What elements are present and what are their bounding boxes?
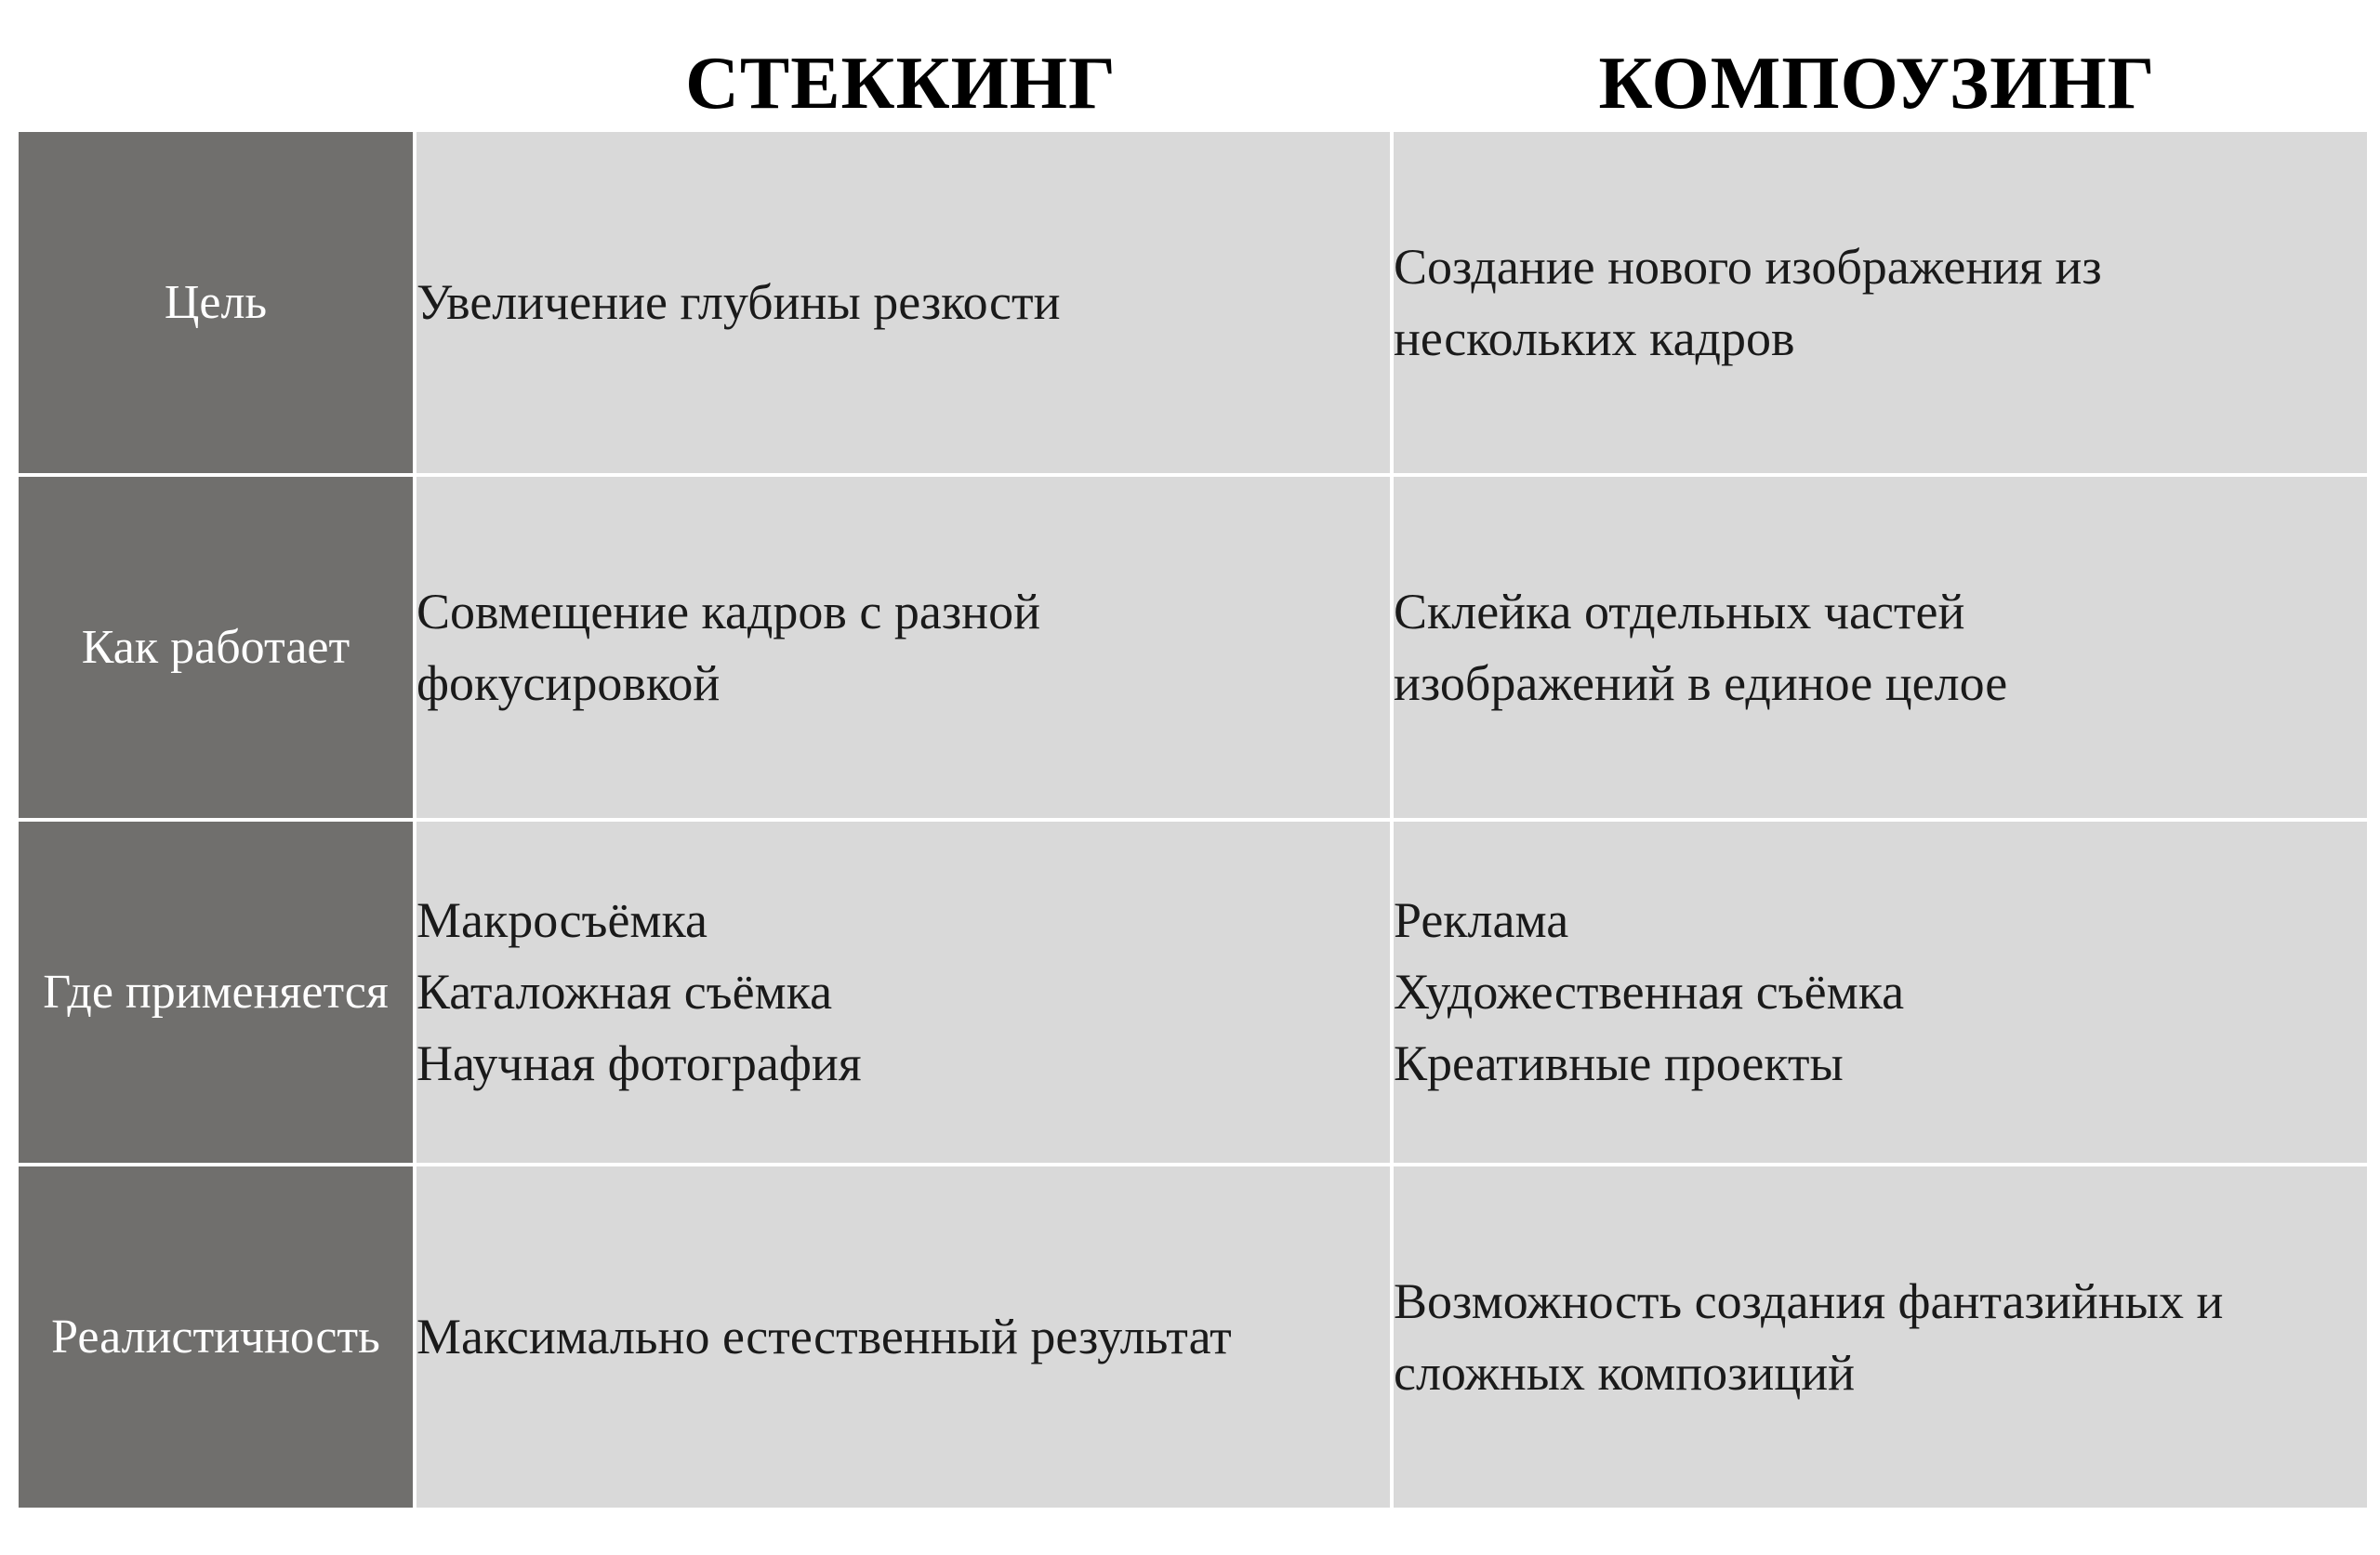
- cell-line: Склейка отдельных частей: [1394, 583, 1965, 639]
- table-row-realism: [17, 1165, 2369, 1509]
- cell-line: сложных композиций: [1394, 1344, 1856, 1401]
- column-headers: [0, 0, 2380, 130]
- cell-line: Создание нового изображения из: [1394, 238, 2102, 295]
- row-label-goal: Цель: [17, 130, 415, 475]
- cell-line: Увеличение глубины резкости: [416, 274, 1061, 330]
- cell-line: нескольких кадров: [1394, 310, 1795, 366]
- cell-stacking-goal: [415, 130, 1392, 475]
- cell-line: изображений в единое целое: [1394, 654, 2008, 711]
- row-label-realism: Реалистичность: [17, 1165, 415, 1509]
- cell-line: Художественная съёмка: [1394, 964, 1905, 1020]
- row-label-applications: Где применяется: [17, 820, 415, 1165]
- table-row-applications: [17, 820, 2369, 1165]
- row-label-how-it-works: Как работает: [17, 475, 415, 820]
- cell-composing-realism: [1392, 1165, 2369, 1509]
- table-row-goal: [17, 130, 2369, 475]
- cell-stacking-applications: [415, 820, 1392, 1165]
- cell-stacking-realism: [415, 1165, 1392, 1509]
- comparison-table: [15, 128, 2371, 1511]
- cell-line: Каталожная съёмка: [416, 964, 833, 1020]
- cell-line: фокусировкой: [416, 654, 721, 711]
- header-stacking: СТЕККИНГ: [685, 43, 1117, 125]
- cell-composing-goal: [1392, 130, 2369, 475]
- cell-line: Научная фотография: [416, 1035, 862, 1091]
- cell-line: Реклама: [1394, 892, 1569, 948]
- cell-composing-how-it-works: [1392, 475, 2369, 820]
- cell-line: Макросъёмка: [416, 892, 707, 948]
- cell-line: Совмещение кадров с разной: [416, 583, 1040, 639]
- cell-line: Креативные проекты: [1394, 1035, 1844, 1091]
- cell-composing-applications: [1392, 820, 2369, 1165]
- cell-line: Возможность создания фантазийных и: [1394, 1272, 2224, 1329]
- cell-stacking-how-it-works: [415, 475, 1392, 820]
- header-composing: КОМПОУЗИНГ: [1598, 43, 2156, 125]
- table-row-how-it-works: [17, 475, 2369, 820]
- cell-line: Максимально естественный результат: [416, 1309, 1232, 1364]
